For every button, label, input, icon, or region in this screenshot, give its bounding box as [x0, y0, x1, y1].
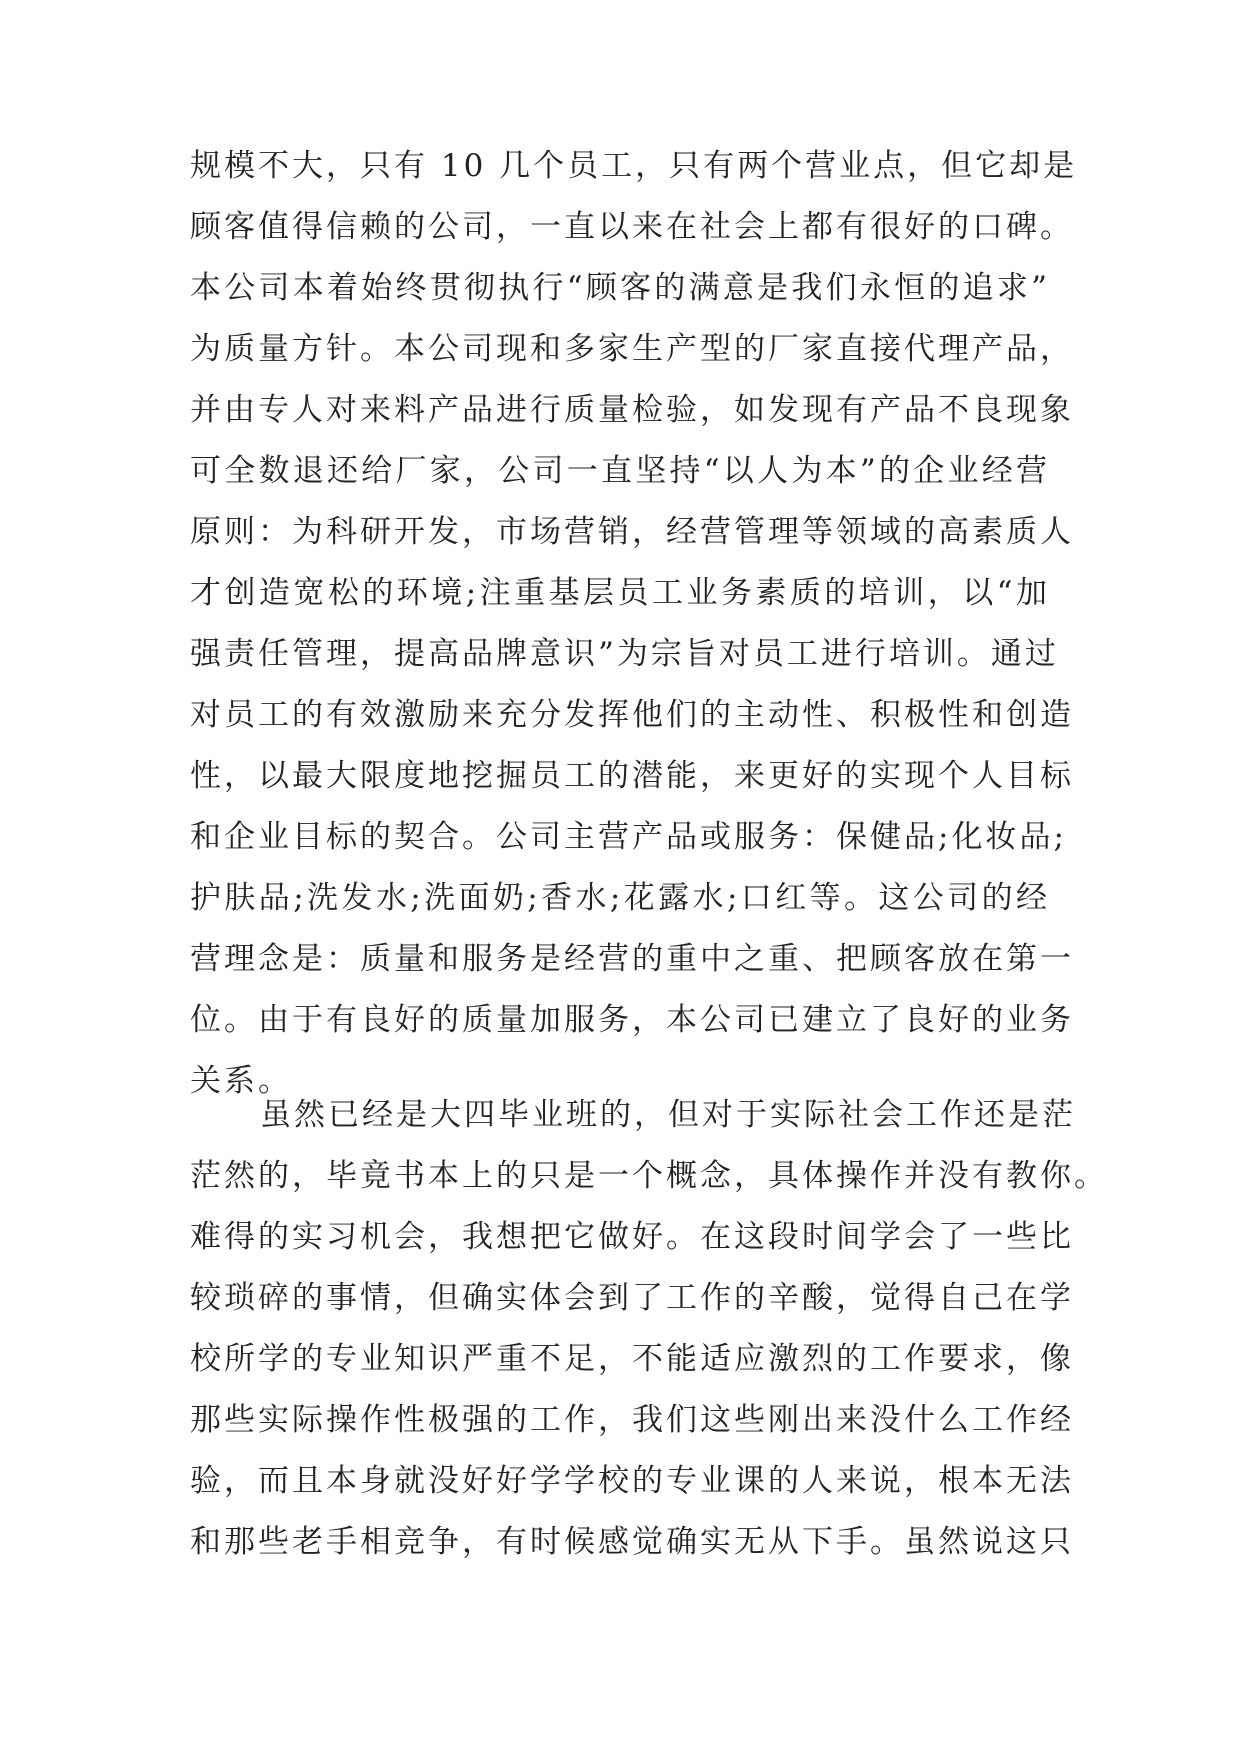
paragraph-2 — [190, 1085, 1108, 1573]
paragraph-line: 那些实际操作性极强的工作，我们这些刚出来没什么工作经 — [190, 1402, 1074, 1438]
paragraph-line: 强责任管理，提高品牌意识”为宗旨对员工进行培训。通过 — [190, 636, 1059, 672]
paragraph-line: 营理念是：质量和服务是经营的重中之重、把顾客放在第一 — [190, 941, 1074, 977]
paragraph-line-first: 虽然已经是大四毕业班的，但对于实际社会工作还是茫 — [260, 1097, 1076, 1133]
paragraph-line: 较琐碎的事情，但确实体会到了工作的辛酸，觉得自己在学 — [190, 1280, 1074, 1316]
paragraph-line: 位。由于有良好的质量加服务，本公司已建立了良好的业务 — [190, 1002, 1074, 1038]
paragraph-line: 护肤品;洗发水;洗面奶;香水;花露水;口红等。这公司的经 — [190, 880, 1050, 916]
paragraph-line: 性，以最大限度地挖掘员工的潜能，来更好的实现个人目标 — [190, 758, 1074, 794]
paragraph-line: 规模不大，只有 10 几个员工，只有两个营业点，但它却是 — [190, 148, 1078, 184]
paragraph-line: 验，而且本身就没好好学学校的专业课的人来说，根本无法 — [190, 1463, 1074, 1499]
paragraph-line: 可全数退还给厂家，公司一直坚持“以人为本”的企业经营 — [190, 453, 1050, 489]
paragraph-line: 茫然的，毕竟书本上的只是一个概念，具体操作并没有教你。 — [190, 1158, 1108, 1194]
paragraph-line: 难得的实习机会，我想把它做好。在这段时间学会了一些比 — [190, 1219, 1074, 1255]
paragraph-line: 对员工的有效激励来充分发挥他们的主动性、积极性和创造 — [190, 697, 1074, 733]
paragraph-line-last: 关系。 — [190, 1063, 292, 1099]
paragraph-line: 本公司本着始终贯彻执行“顾客的满意是我们永恒的追求” — [190, 270, 1050, 306]
paragraph-1 — [190, 136, 1078, 1112]
paragraph-line: 顾客值得信赖的公司，一直以来在社会上都有很好的口碑。 — [190, 209, 1074, 245]
paragraph-line: 并由专人对来料产品进行质量检验，如发现有产品不良现象 — [190, 392, 1074, 428]
paragraph-line: 和企业目标的契合。公司主营产品或服务：保健品;化妆品; — [190, 819, 1067, 855]
paragraph-line: 才创造宽松的环境;注重基层员工业务素质的培训，以“加 — [190, 575, 1050, 611]
paragraph-line: 原则：为科研开发，市场营销，经营管理等领域的高素质人 — [190, 514, 1074, 550]
paragraph-line: 校所学的专业知识严重不足，不能适应激烈的工作要求，像 — [190, 1341, 1074, 1377]
paragraph-line: 和那些老手相竞争，有时候感觉确实无从下手。虽然说这只 — [190, 1524, 1074, 1560]
paragraph-line: 为质量方针。本公司现和多家生产型的厂家直接代理产品， — [190, 331, 1074, 367]
